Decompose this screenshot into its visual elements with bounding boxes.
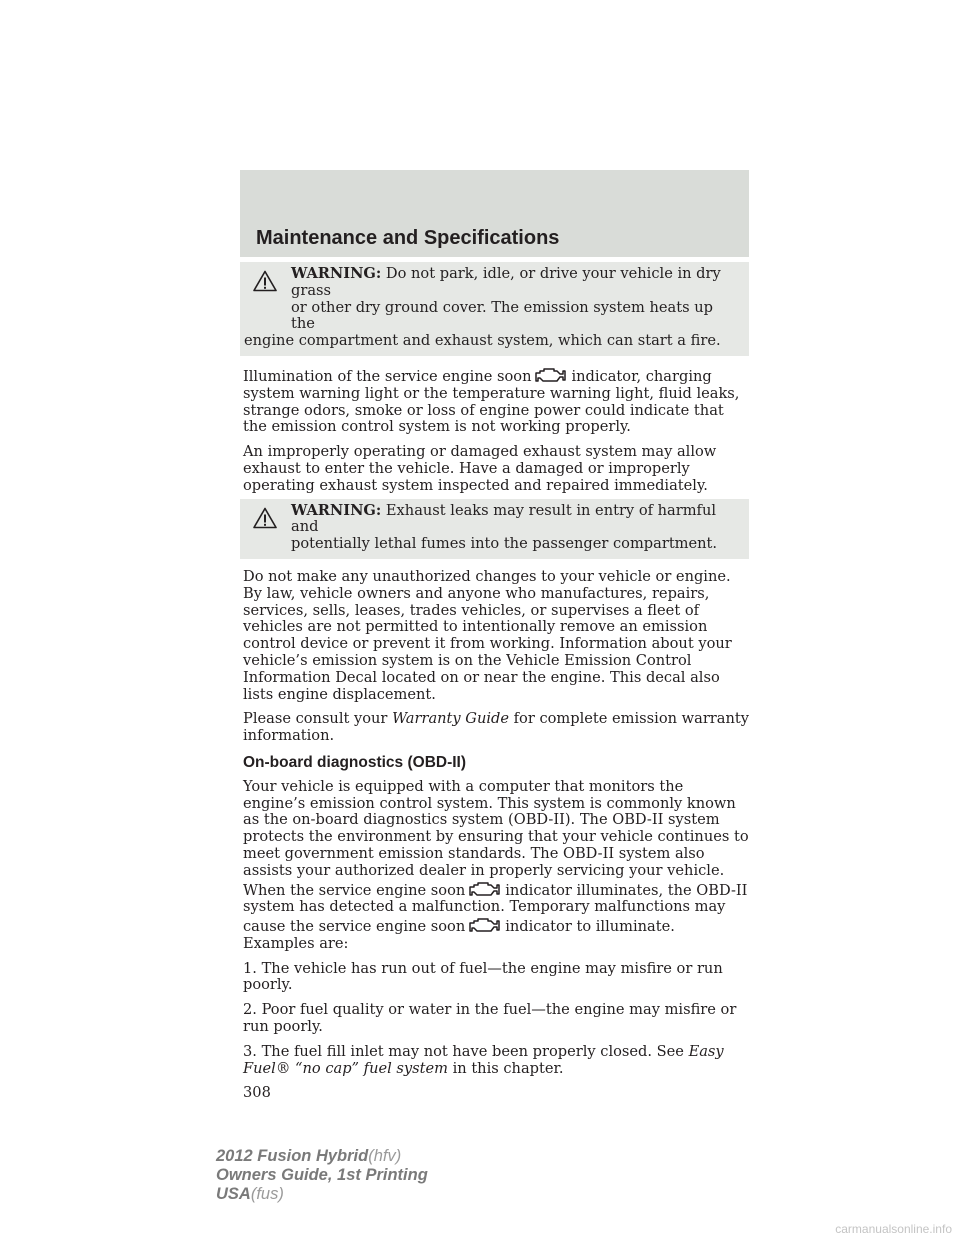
footer-line xyxy=(216,1185,428,1204)
check-engine-icon xyxy=(468,916,502,934)
section-header xyxy=(240,170,749,257)
list-item: 2. Poor fuel quality or water in the fuel—the engine may misfire or run poorly. xyxy=(243,1001,737,1036)
paragraph: Do not make any unauthorized changes to your vehicle or engine. By law, vehicle owners and anyone who manufactures, repairs, services, sells, leases, trades vehicles, or supervises a fleet of vehicles are not permitted to intentionally remove an emission control device or prevent it from working. Information about your vehicle’s emission system is on the Vehicle Emission Control Information Decal located on or near the engine. This decal also lists engine displacement. xyxy=(243,567,732,703)
warning-box xyxy=(240,499,749,559)
warning-triangle-icon xyxy=(253,507,277,529)
warning-text-line xyxy=(244,266,741,300)
paragraph-text: indicator, charging system warning light or the temperature warning light, fluid leaks, strange odors, smoke or loss of engine power could indicate that the emission control system is not working properly. xyxy=(243,367,740,436)
warning-label: WARNING: xyxy=(291,501,382,519)
paragraph-text: Your vehicle is equipped with a computer that monitors the engine’s emission control system. This system is commonly known as the on-board diagnostics system (OBD-II). The OBD-II system protects the environment by ensuring that your vehicle continues to meet government emission standards. The OBD-II system also assists your authorized dealer in properly servicing your vehicle. When the service engine soon xyxy=(243,777,749,899)
footer-model-code: (hfv) xyxy=(368,1147,402,1165)
paragraph-text: for complete emission warranty information. xyxy=(243,710,749,745)
footer-line xyxy=(216,1147,428,1166)
easy-fuel-ref: Easy Fuel® “no cap” fuel system xyxy=(243,1042,724,1077)
footer-market: USA xyxy=(216,1185,251,1203)
section-title: Maintenance and Specifications xyxy=(256,227,560,249)
paragraph xyxy=(243,779,749,953)
warning-text-line: potentially lethal fumes into the passenger compartment. xyxy=(291,535,718,553)
warning-box xyxy=(240,262,749,356)
paragraph xyxy=(243,366,749,436)
footer-edition: Owners Guide, 1st Printing xyxy=(216,1166,428,1184)
check-engine-icon xyxy=(534,366,568,384)
warning-text-line: engine compartment and exhaust system, which can start a fire. xyxy=(244,332,721,350)
paragraph-text: indicator illuminates, the OBD-II system has detected a malfunction. Temporary malfunctions may cause the service engine soon xyxy=(243,881,748,936)
paragraph-text: Please consult your xyxy=(243,710,388,728)
subsection-title: On-board diagnostics (OBD-II) xyxy=(243,753,467,771)
warning-text: Exhaust leaks may result in entry of harmful and xyxy=(291,501,717,536)
warning-text-line: or other dry ground cover. The emission system heats up the xyxy=(291,298,713,333)
paragraph-text: Illumination of the service engine soon xyxy=(243,367,532,385)
list-item xyxy=(243,1044,749,1078)
page-content xyxy=(243,266,749,1102)
page-number: 308 xyxy=(243,1084,271,1102)
footer-line xyxy=(216,1166,428,1185)
watermark: carmanualsonline.info xyxy=(835,1222,952,1236)
warning-label: WARNING: xyxy=(291,265,382,282)
paragraph-text: 3. The fuel fill inlet may not have been properly closed. See xyxy=(243,1042,684,1060)
warranty-guide-ref: Warranty Guide xyxy=(392,710,509,728)
warning-text: Do not park, idle, or drive your vehicle in dry grass xyxy=(291,265,721,299)
paragraph xyxy=(243,711,749,745)
paragraph-text: indicator to illuminate. Examples are: xyxy=(243,918,675,952)
paragraph-text: in this chapter. xyxy=(452,1059,564,1077)
check-engine-icon xyxy=(468,880,502,898)
paragraph: An improperly operating or damaged exhaust system may allow exhaust to enter the vehicle. Have a damaged or improperly operating exhaust system inspected and repaired immediately. xyxy=(243,443,717,494)
list-item: 1. The vehicle has run out of fuel—the engine may misfire or run poorly. xyxy=(243,959,723,994)
warning-text-line xyxy=(244,503,741,537)
footer-market-code: (fus) xyxy=(250,1185,284,1203)
footer-model: 2012 Fusion Hybrid xyxy=(216,1147,369,1165)
document-footer xyxy=(216,1147,428,1204)
warning-triangle-icon xyxy=(253,270,277,292)
